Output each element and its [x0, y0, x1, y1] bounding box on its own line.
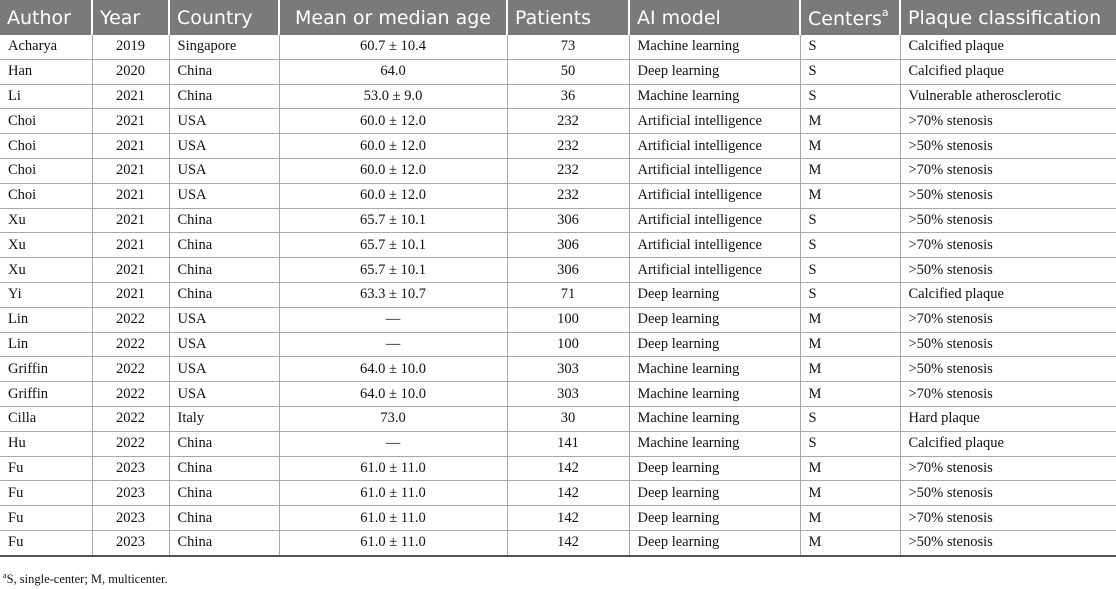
cell-age: 65.7 ± 10.1 — [279, 233, 507, 258]
cell-author: Lin — [0, 332, 92, 357]
cell-ai-model: Machine learning — [629, 406, 800, 431]
cell-year: 2022 — [92, 431, 169, 456]
cell-centers: S — [800, 208, 900, 233]
cell-age: — — [279, 307, 507, 332]
cell-country: USA — [169, 332, 279, 357]
cell-plaque-classification: >50% stenosis — [900, 134, 1116, 159]
cell-centers: S — [800, 282, 900, 307]
cell-country: China — [169, 506, 279, 531]
cell-plaque-classification: >70% stenosis — [900, 456, 1116, 481]
cell-ai-model: Deep learning — [629, 481, 800, 506]
cell-country: China — [169, 233, 279, 258]
cell-patients: 71 — [507, 282, 629, 307]
table-row — [0, 406, 1116, 431]
cell-plaque-classification: Hard plaque — [900, 406, 1116, 431]
cell-plaque-classification: >70% stenosis — [900, 158, 1116, 183]
cell-plaque-classification: >70% stenosis — [900, 307, 1116, 332]
cell-country: China — [169, 282, 279, 307]
table-row — [0, 208, 1116, 233]
cell-age: 53.0 ± 9.0 — [279, 84, 507, 109]
cell-age: 60.0 ± 12.0 — [279, 134, 507, 159]
cell-centers: M — [800, 183, 900, 208]
table-row — [0, 282, 1116, 307]
cell-centers: M — [800, 530, 900, 555]
cell-patients: 232 — [507, 134, 629, 159]
cell-centers: M — [800, 357, 900, 382]
cell-year: 2022 — [92, 332, 169, 357]
header-country: Country — [169, 0, 279, 35]
cell-country: China — [169, 84, 279, 109]
cell-patients: 303 — [507, 357, 629, 382]
cell-centers: S — [800, 233, 900, 258]
cell-age: 73.0 — [279, 406, 507, 431]
cell-plaque-classification: >50% stenosis — [900, 357, 1116, 382]
header-year: Year — [92, 0, 169, 35]
cell-patients: 141 — [507, 431, 629, 456]
cell-plaque-classification: >70% stenosis — [900, 382, 1116, 407]
cell-plaque-classification: >70% stenosis — [900, 109, 1116, 134]
cell-year: 2019 — [92, 35, 169, 59]
cell-patients: 50 — [507, 59, 629, 84]
cell-centers: M — [800, 307, 900, 332]
cell-author: Fu — [0, 506, 92, 531]
cell-patients: 303 — [507, 382, 629, 407]
cell-country: USA — [169, 357, 279, 382]
cell-author: Choi — [0, 109, 92, 134]
table-row — [0, 456, 1116, 481]
cell-age: 61.0 ± 11.0 — [279, 506, 507, 531]
cell-author: Lin — [0, 307, 92, 332]
table-row — [0, 481, 1116, 506]
cell-centers: M — [800, 134, 900, 159]
cell-patients: 142 — [507, 456, 629, 481]
cell-author: Griffin — [0, 382, 92, 407]
cell-age: 61.0 ± 11.0 — [279, 456, 507, 481]
cell-country: China — [169, 431, 279, 456]
cell-ai-model: Artificial intelligence — [629, 183, 800, 208]
cell-year: 2021 — [92, 183, 169, 208]
cell-ai-model: Artificial intelligence — [629, 109, 800, 134]
cell-ai-model: Deep learning — [629, 59, 800, 84]
cell-patients: 232 — [507, 109, 629, 134]
cell-patients: 73 — [507, 35, 629, 59]
cell-centers: M — [800, 506, 900, 531]
cell-year: 2021 — [92, 282, 169, 307]
cell-year: 2023 — [92, 506, 169, 531]
cell-centers: M — [800, 382, 900, 407]
cell-patients: 100 — [507, 332, 629, 357]
table-row — [0, 506, 1116, 531]
cell-author: Choi — [0, 134, 92, 159]
cell-author: Fu — [0, 530, 92, 555]
cell-centers: M — [800, 332, 900, 357]
header-centers-label: Centers — [808, 7, 882, 30]
header-plaque-classification: Plaque classification — [900, 0, 1116, 35]
cell-age: 65.7 ± 10.1 — [279, 258, 507, 283]
cell-patients: 306 — [507, 258, 629, 283]
cell-age: 64.0 ± 10.0 — [279, 357, 507, 382]
cell-country: China — [169, 59, 279, 84]
table-row — [0, 530, 1116, 555]
cell-plaque-classification: >50% stenosis — [900, 208, 1116, 233]
header-row — [0, 0, 1116, 35]
table-row — [0, 134, 1116, 159]
cell-patients: 142 — [507, 530, 629, 555]
cell-year: 2021 — [92, 158, 169, 183]
cell-country: USA — [169, 158, 279, 183]
cell-author: Fu — [0, 481, 92, 506]
cell-patients: 306 — [507, 208, 629, 233]
cell-plaque-classification: Calcified plaque — [900, 59, 1116, 84]
cell-country: USA — [169, 183, 279, 208]
header-age: Mean or median age — [279, 0, 507, 35]
cell-plaque-classification: Calcified plaque — [900, 431, 1116, 456]
cell-plaque-classification: >70% stenosis — [900, 233, 1116, 258]
cell-centers: S — [800, 35, 900, 59]
table-row — [0, 59, 1116, 84]
cell-plaque-classification: >70% stenosis — [900, 506, 1116, 531]
cell-ai-model: Deep learning — [629, 332, 800, 357]
cell-age: 60.7 ± 10.4 — [279, 35, 507, 59]
cell-author: Xu — [0, 208, 92, 233]
cell-year: 2021 — [92, 134, 169, 159]
cell-country: USA — [169, 109, 279, 134]
cell-plaque-classification: >50% stenosis — [900, 530, 1116, 555]
header-patients: Patients — [507, 0, 629, 35]
cell-ai-model: Deep learning — [629, 506, 800, 531]
cell-year: 2021 — [92, 109, 169, 134]
table-row — [0, 84, 1116, 109]
cell-age: 60.0 ± 12.0 — [279, 158, 507, 183]
cell-patients: 100 — [507, 307, 629, 332]
cell-year: 2022 — [92, 382, 169, 407]
cell-country: USA — [169, 134, 279, 159]
cell-plaque-classification: >50% stenosis — [900, 332, 1116, 357]
cell-age: 64.0 ± 10.0 — [279, 382, 507, 407]
cell-country: USA — [169, 307, 279, 332]
cell-ai-model: Machine learning — [629, 35, 800, 59]
cell-age: — — [279, 332, 507, 357]
cell-year: 2021 — [92, 258, 169, 283]
cell-author: Li — [0, 84, 92, 109]
cell-author: Hu — [0, 431, 92, 456]
header-centers-footnote-mark: a — [881, 5, 889, 19]
cell-centers: M — [800, 158, 900, 183]
table-row — [0, 357, 1116, 382]
cell-country: China — [169, 208, 279, 233]
cell-patients: 142 — [507, 506, 629, 531]
cell-ai-model: Machine learning — [629, 431, 800, 456]
cell-age: 61.0 ± 11.0 — [279, 481, 507, 506]
cell-author: Cilla — [0, 406, 92, 431]
cell-ai-model: Deep learning — [629, 530, 800, 555]
cell-plaque-classification: Calcified plaque — [900, 35, 1116, 59]
cell-author: Yi — [0, 282, 92, 307]
table-row — [0, 158, 1116, 183]
cell-patients: 232 — [507, 183, 629, 208]
cell-ai-model: Artificial intelligence — [629, 134, 800, 159]
cell-age: 64.0 — [279, 59, 507, 84]
cell-author: Griffin — [0, 357, 92, 382]
cell-patients: 142 — [507, 481, 629, 506]
cell-country: Italy — [169, 406, 279, 431]
cell-plaque-classification: >50% stenosis — [900, 258, 1116, 283]
table-body — [0, 35, 1116, 556]
table-row — [0, 431, 1116, 456]
cell-centers: M — [800, 109, 900, 134]
cell-centers: S — [800, 59, 900, 84]
cell-age: 60.0 ± 12.0 — [279, 183, 507, 208]
cell-patients: 36 — [507, 84, 629, 109]
cell-author: Xu — [0, 258, 92, 283]
cell-centers: S — [800, 406, 900, 431]
table-row — [0, 233, 1116, 258]
cell-plaque-classification: >50% stenosis — [900, 183, 1116, 208]
cell-centers: M — [800, 456, 900, 481]
cell-author: Han — [0, 59, 92, 84]
cell-year: 2021 — [92, 84, 169, 109]
cell-year: 2023 — [92, 456, 169, 481]
cell-plaque-classification: Calcified plaque — [900, 282, 1116, 307]
cell-ai-model: Artificial intelligence — [629, 208, 800, 233]
cell-year: 2020 — [92, 59, 169, 84]
cell-centers: M — [800, 481, 900, 506]
cell-country: USA — [169, 382, 279, 407]
cell-year: 2022 — [92, 406, 169, 431]
cell-author: Xu — [0, 233, 92, 258]
cell-author: Choi — [0, 183, 92, 208]
cell-centers: S — [800, 431, 900, 456]
table-row — [0, 258, 1116, 283]
cell-year: 2021 — [92, 208, 169, 233]
cell-country: China — [169, 481, 279, 506]
cell-ai-model: Artificial intelligence — [629, 158, 800, 183]
cell-patients: 306 — [507, 233, 629, 258]
cell-author: Choi — [0, 158, 92, 183]
cell-age: 61.0 ± 11.0 — [279, 530, 507, 555]
cell-ai-model: Machine learning — [629, 84, 800, 109]
header-author: Author — [0, 0, 92, 35]
table-row — [0, 307, 1116, 332]
cell-country: Singapore — [169, 35, 279, 59]
cell-country: China — [169, 258, 279, 283]
header-ai-model: AI model — [629, 0, 800, 35]
cell-patients: 232 — [507, 158, 629, 183]
cell-centers: S — [800, 84, 900, 109]
cell-age: 63.3 ± 10.7 — [279, 282, 507, 307]
cell-year: 2023 — [92, 481, 169, 506]
table-row — [0, 35, 1116, 59]
table-footnote — [3, 571, 168, 587]
cell-year: 2021 — [92, 233, 169, 258]
cell-age: — — [279, 431, 507, 456]
cell-country: China — [169, 456, 279, 481]
cell-ai-model: Deep learning — [629, 282, 800, 307]
cell-author: Fu — [0, 456, 92, 481]
cell-year: 2022 — [92, 307, 169, 332]
cell-plaque-classification: >50% stenosis — [900, 481, 1116, 506]
cell-age: 65.7 ± 10.1 — [279, 208, 507, 233]
cell-ai-model: Deep learning — [629, 456, 800, 481]
table-row — [0, 183, 1116, 208]
cell-centers: S — [800, 258, 900, 283]
table-row — [0, 382, 1116, 407]
cell-ai-model: Machine learning — [629, 382, 800, 407]
cell-country: China — [169, 530, 279, 555]
footnote-mark: a — [3, 571, 7, 580]
cell-plaque-classification: Vulnerable atherosclerotic — [900, 84, 1116, 109]
cell-patients: 30 — [507, 406, 629, 431]
footnote-text: S, single-center; M, multicenter. — [6, 572, 168, 587]
table-row — [0, 332, 1116, 357]
cell-author: Acharya — [0, 35, 92, 59]
cell-age: 60.0 ± 12.0 — [279, 109, 507, 134]
cell-year: 2023 — [92, 530, 169, 555]
cell-year: 2022 — [92, 357, 169, 382]
table-row — [0, 109, 1116, 134]
cell-ai-model: Artificial intelligence — [629, 233, 800, 258]
cell-ai-model: Machine learning — [629, 357, 800, 382]
header-centers — [800, 0, 900, 35]
cell-ai-model: Deep learning — [629, 307, 800, 332]
cell-ai-model: Artificial intelligence — [629, 258, 800, 283]
